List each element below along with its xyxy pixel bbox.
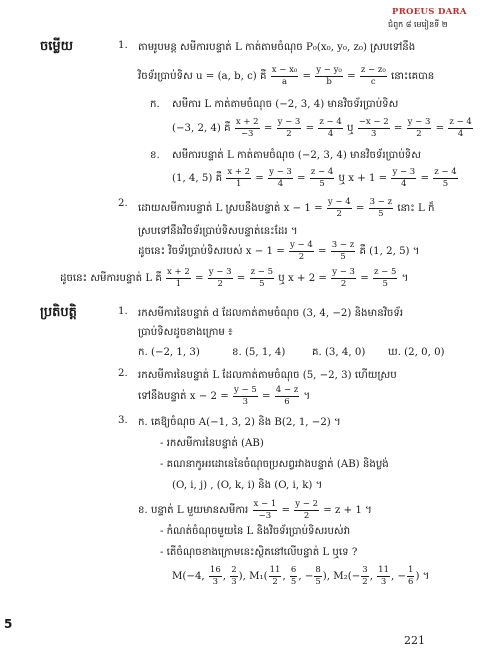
fraction: $\frac{y - 3}{4}$ (392, 167, 416, 189)
p1-option-a: ក. (−2, 1, 3) (138, 347, 200, 358)
q1a-label: ក. (150, 99, 160, 110)
chapter-label: ជំពូក ៨ មេរៀនទី ២ (388, 20, 448, 29)
fraction: $\frac{4 - z}{6}$ (275, 385, 299, 407)
fraction: $\frac{1}{6}$ (408, 565, 414, 587)
q2-number: 2. (118, 198, 128, 209)
fraction: $\frac{z - 4}{4}$ (319, 117, 342, 139)
fraction: $\frac{11}{2}$ (269, 565, 281, 587)
fraction: $\frac{y - 3}{2}$ (332, 267, 355, 289)
fraction: $\frac{16}{3}$ (209, 565, 221, 587)
p2-line2: ទៅនឹងបន្ទាត់ x − 2 = $\frac{y - 5}{3}$ = $\frac{4 - z}{6}$ ។ (138, 385, 311, 407)
fraction: $\frac{2}{3}$ (231, 565, 237, 587)
fraction: $\frac{\text{y − y₀}}{b}$ (316, 65, 342, 87)
p2-line1: រកសមីការនៃបន្ទាត់ L ដែលកាត់តាមចំណុច (5, −2, 3) ហើយស្រប (138, 370, 397, 381)
q1-line1: តាមរូបមន្ត សមីការបន្ទាត់ L កាត់តាមចំណុច P₀(x₀, y₀, z₀) ស្របទៅនឹង (138, 42, 416, 53)
fraction: $\frac{3 - z}{5}$ (369, 197, 393, 219)
fraction: $\frac{x - 1}{-3}$ (253, 499, 277, 521)
fraction: $\frac{x + 2}{1}$ (167, 267, 190, 289)
fraction: $\frac{z - 5}{5}$ (373, 267, 397, 289)
p3b-line: ខ. បន្ទាត់ L មួយមានសមីការ $\frac{x - 1}{-3}$ = $\frac{y - 2}{2}$ = z + 1 ។ (138, 499, 372, 521)
q1a-line1: សមីការ L កាត់តាមចំណុច (−2, 3, 4) មានវិចទ័រប្រាប់ទិស (172, 99, 399, 110)
fraction: $\frac{z - 4}{5}$ (310, 167, 334, 189)
fraction: $\frac{y - 2}{2}$ (295, 499, 319, 521)
q1b-label: ខ. (150, 150, 160, 161)
fraction: $\frac{z - 4}{5}$ (434, 167, 457, 189)
fraction: $\frac{y - 3}{4}$ (269, 167, 292, 189)
p3b-task2: - តើចំណុចខាងក្រោមនេះស្ថិតនៅលើបន្ទាត់ L ឬទេ ? (160, 547, 358, 558)
fraction: $\frac{y - 5}{3}$ (234, 385, 257, 407)
p3a-task2: - គណនាកូអរដោនេនៃចំណុចប្រសព្វរវាងបន្ទាត់ (AB) និងប្លង់ (160, 459, 389, 470)
fraction: $\frac{6}{5}$ (290, 565, 297, 587)
fraction: $\frac{-x - 2}{3}$ (358, 117, 389, 139)
p1-option-c: គ. (3, 4, 0) (312, 347, 366, 358)
p1-number: 1. (118, 306, 128, 317)
fraction: $\frac{z - 5}{5}$ (250, 267, 273, 289)
fraction: $\frac{y - 4}{2}$ (290, 240, 313, 262)
fraction: $\frac{y - 3}{2}$ (277, 117, 301, 139)
p3a-task2-planes: (O, i, j) , (O, k, i) និង (O, i, k) ។ (172, 480, 323, 491)
fraction: $\frac{z - 4}{4}$ (449, 117, 472, 139)
side-number: 5 (4, 617, 13, 631)
fraction: $\frac{y - 3}{2}$ (208, 267, 232, 289)
brand-name: PROEUS DARA (392, 7, 467, 17)
page-number: 221 (404, 634, 425, 647)
p3b-points: M(−4, $\frac{16}{3}$ , $\frac{2}{3}$ ), M₁( $\frac{11}{2}$ , $\frac{6}{5}$ , − $\frac{8}{5}$ ), M₂(− $\frac{3}{2}$ , $\frac{11}{3}$ , − $\frac{1}{6}$ ) ។ (172, 565, 430, 587)
fraction: $\frac{x + 2}{-3}$ (235, 117, 259, 139)
p1-line1: រកសមីការនៃបន្ទាត់ d ដែលកាត់តាមចំណុច (3, 4, −2) និងមានវិចទ័រ (138, 308, 404, 319)
p1-line2: ប្រាប់ទិសដូចខាងក្រោម ៖ (138, 327, 233, 338)
fraction: $\frac{11}{3}$ (378, 565, 389, 587)
q1b-line1: សមីការបន្ទាត់ L កាត់តាមចំណុច (−2, 3, 4) មានវិចទ័រប្រាប់ទិស (172, 150, 421, 161)
q2-line1: ដោយសមីការបន្ទាត់ L ស្របនឹងបន្ទាត់ x − 1 = $\frac{y - 4}{2}$ = $\frac{3 - z}{5}$ នោះ L ក៏ (138, 197, 435, 219)
fraction: $\frac{3}{2}$ (362, 565, 368, 587)
q2-line2: ស្របទៅនឹងវិចទ័រប្រាប់ទិសបន្ទាត់នេះដែរ ។ (138, 226, 298, 237)
p3a-line: ក. គេឱ្យចំណុច A(−1, 3, 2) និង B(2, 1, −2) ។ (138, 417, 341, 428)
answer-heading: ចម្លើយ (40, 39, 74, 54)
p3a-task1: - រកសមីការនៃបន្ទាត់ (AB) (160, 438, 264, 449)
p1-option-b: ខ. (5, 1, 4) (232, 347, 286, 358)
q2-line3: ដូចនេះ វិចទ័រប្រាប់ទិសរបស់ x − 1 = $\frac{y - 4}{2}$ = $\frac{3 - z}{5}$ គឺ (1, 2, 5) ។ (138, 240, 420, 262)
p2-number: 2. (118, 368, 128, 379)
conclusion-line: ដូចនេះ សមីការបន្ទាត់ L គឺ $\frac{x + 2}{1}$ = $\frac{y - 3}{2}$ = $\frac{z - 5}{5}$ ឬ x + 2 = $\frac{y - 3}{2}$ = $\frac{z - 5}{5}$ ។ (60, 267, 409, 289)
q1a-line2: (−3, 2, 4) គឺ $\frac{x + 2}{-3}$ = $\frac{y - 3}{2}$ = $\frac{z - 4}{4}$ ឬ $\frac{-x - 2}{3}$ = $\frac{y - 3}{2}$ = $\frac{z - 4}{4}$ (172, 117, 472, 139)
fraction: $\frac{y - 4}{2}$ (327, 197, 351, 219)
practice-heading: ប្រតិបត្តិ (40, 305, 77, 320)
q1-line2: វិចទ័រប្រាប់ទិស u = (a, b, c) គឺ $\frac{\text{x − x₀}}{a}$ = $\frac{\text{y − y₀}}{b}$ = $\frac{\text{z − z₀}}{c}$ នោះគេបាន (138, 65, 435, 87)
fraction: $\frac{8}{5}$ (315, 565, 321, 587)
p3b-task1: - កំណត់ចំណុចមួយនៃ L និងវិចទ័រប្រាប់ទិសរបស់វា (160, 526, 351, 537)
fraction: $\frac{x + 2}{1}$ (227, 167, 251, 189)
fraction: $\frac{\text{x − x₀}}{a}$ (271, 65, 298, 87)
fraction: $\frac{\text{z − z₀}}{c}$ (360, 65, 386, 87)
p1-option-d: ឃ. (2, 0, 0) (388, 347, 445, 358)
fraction: $\frac{y - 3}{2}$ (407, 117, 431, 139)
q1b-line2: (1, 4, 5) គឺ $\frac{x + 2}{1}$ = $\frac{y - 3}{4}$ = $\frac{z - 4}{5}$ ឬ x + 1 = $\frac{y - 3}{4}$ = $\frac{z - 4}{5}$ (172, 167, 457, 189)
q1-number: 1. (118, 40, 128, 51)
fraction: $\frac{3 - z}{5}$ (331, 240, 355, 262)
p3-number: 3. (118, 415, 128, 426)
